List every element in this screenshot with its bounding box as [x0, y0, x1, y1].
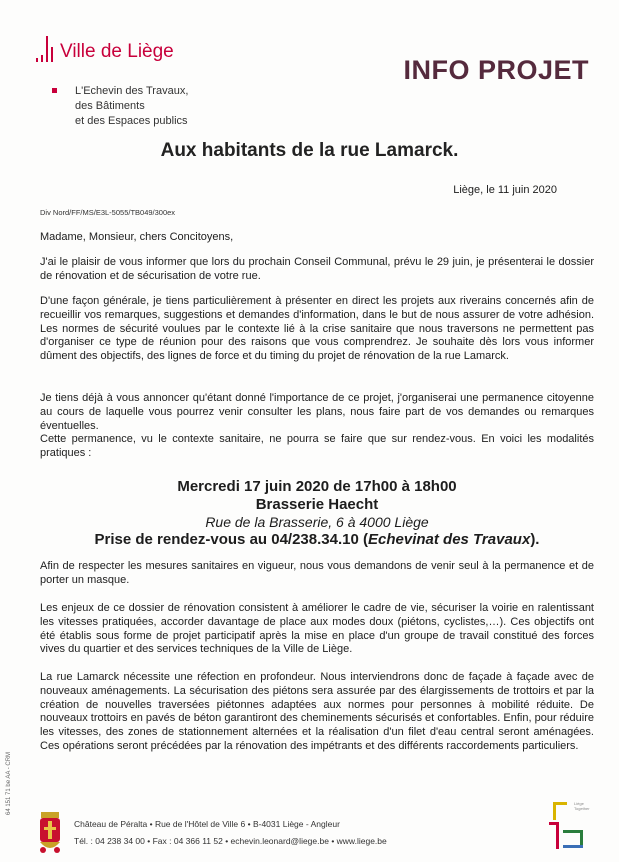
echevin-line-3: et des Espaces publics [75, 115, 188, 127]
letter-date: Liège, le 11 juin 2020 [453, 184, 557, 196]
event-details [40, 478, 594, 549]
event-datetime: Mercredi 17 juin 2020 de 17h00 à 18h00 [177, 478, 457, 495]
echevin-line-1: L'Echevin des Travaux, [75, 85, 189, 97]
paragraph-3b: Cette permanence, vu le contexte sanitaire, ne pourra se faire que sur rendez-vous. En voici les modalités pratiques : [40, 433, 594, 460]
stamp-text: Liège Together [574, 801, 590, 811]
side-code: 64 151 71 be AA - CRM [6, 751, 12, 815]
paragraph-6: La rue Lamarck nécessite une réfection en profondeur. Nous interviendrons donc de façade à façade avec de nouveaux aménagements. La sécurisation des piétons sera assurée par des élargissements de trottoirs et par la création de nouvelles traversées piétonnes adaptées aux normes pour personnes à mobilité réduite. De nouveaux trottoirs en pavés de béton garantiront des cheminements sécurisés et confortables. Enfin, pour réduire les vitesses, des zones de stationnement alternées et la réalisation d'un filet d'eau central seront aménagées. Ces opérations seront précédées par la rénovation des impétrants et des différents raccordements particuliers. [40, 671, 594, 752]
logo-bars-icon [36, 34, 53, 62]
liege-crest-icon [38, 810, 62, 854]
echevin-block [52, 84, 188, 129]
letter-title: Aux habitants de la rue Lamarck. [160, 140, 459, 161]
event-address: Rue de la Brasserie, 6 à 4000 Liège [205, 514, 429, 530]
paragraph-4: Afin de respecter les mesures sanitaires en vigueur, nous vous demandons de venir seul à la permanence et de porter un masque. [40, 560, 594, 586]
paragraph-1: J'ai le plaisir de vous informer que lors du prochain Conseil Communal, prévu le 29 juin, je présenterai le dossier de rénovation et de sécurisation de votre rue. [40, 256, 594, 282]
echevin-line-2: des Bâtiments [75, 100, 145, 112]
ville-de-liege-logo [36, 34, 174, 62]
salutation: Madame, Monsieur, chers Concitoyens, [40, 231, 234, 243]
letter-reference: Div Nord/FF/MS/E3L-5055/TB049/300ex [40, 208, 176, 217]
footer-address: Château de Péralta • Rue de l'Hôtel de Ville 6 • B-4031 Liège - Angleur [74, 819, 340, 829]
info-projet-label: INFO PROJET [403, 55, 589, 85]
booking-echevinat: Echevinat des Travaux [368, 531, 531, 548]
bullet-icon [52, 88, 57, 93]
paragraph-3a: Je tiens déjà à vous annoncer qu'étant donné l'importance de ce projet, j'organiserai une permanence citoyenne au cours de laquelle vous pourrez venir consulter les plans, nous faire part de vos demandes ou remarques éventuelles. [40, 392, 594, 432]
footer [74, 816, 387, 850]
event-booking: Prise de rendez-vous au 04/238.34.10 (Echevinat des Travaux). [94, 531, 540, 548]
event-place: Brasserie Haecht [255, 496, 379, 513]
paragraph-5: Les enjeux de ce dossier de rénovation consistent à améliorer le cadre de vie, sécuriser la voirie en ralentissant les vitesses pratiquées, accorder davantage de place aux modes doux (piétons, cyclistes,…). Ces objectifs ont été établis sous forme de projet participatif après la mise en place d'un groupe de travail constitué des forces vives du quartier et des services techniques de la Ville de Liège. [40, 602, 594, 656]
logo-text: Ville de Liège [60, 41, 174, 62]
footer-contact: Tél. : 04 238 34 00 • Fax : 04 366 11 52 • echevin.leonard@liege.be • www.liege.be [74, 836, 387, 846]
paragraph-2: D'une façon générale, je tiens particulièrement à présenter en direct les projets aux riverains concernés afin de recueillir vos remarques, suggestions et demandes d'information, dans le but de nous assurer de votre adhésion. Les normes de sécurité voulues par le contexte lié à la crise sanitaire que nous traversons ne permettent pas d'organiser ce type de réunion pour des raisons que vous comprendrez. Je souhaite dès lors vous informer dûment des objectifs, des lignes de force et du timing du projet de rénovation de la rue Lamarck. [40, 295, 594, 363]
